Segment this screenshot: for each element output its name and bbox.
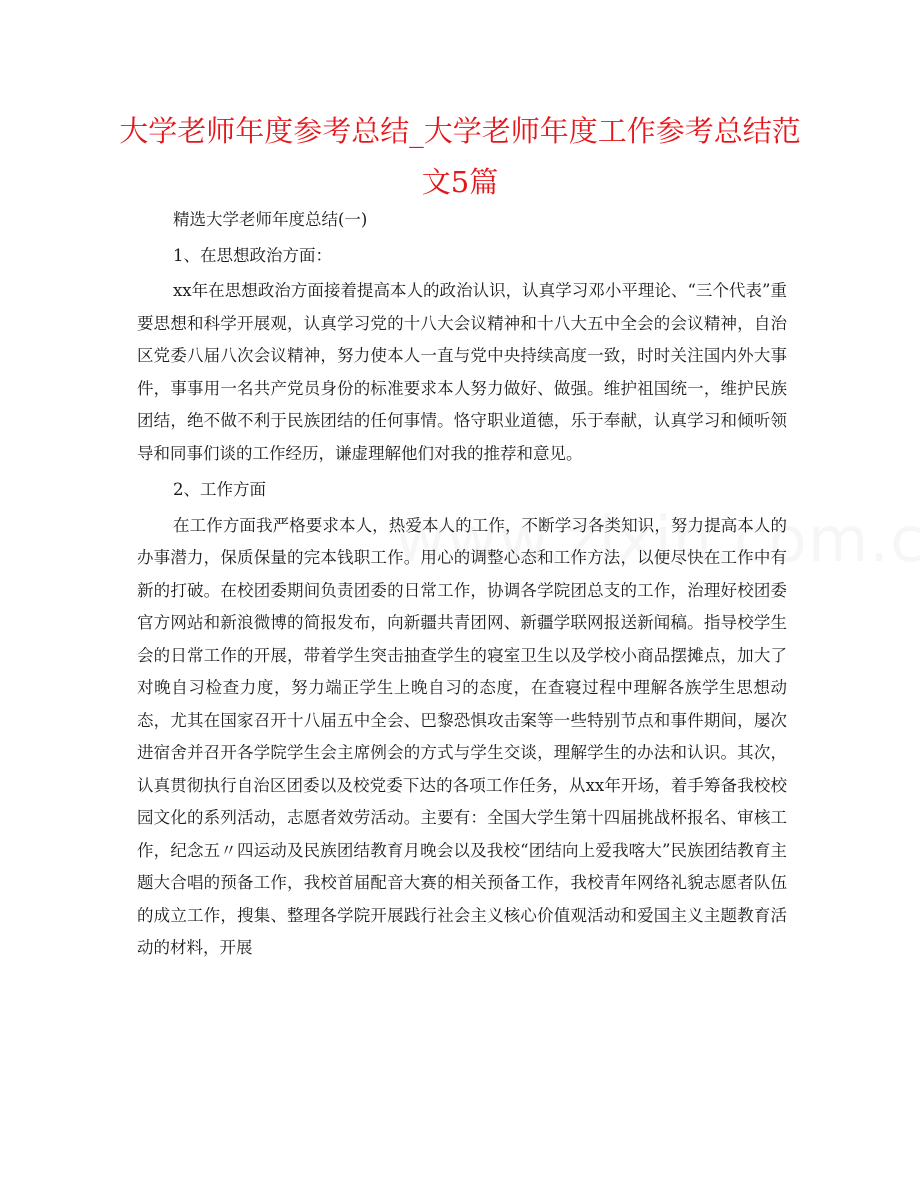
paragraph-work: 在工作方面我严格要求本人，热爱本人的工作，不断学习各类知识，努力提高本人的办事潜力，保质保量的完本钱职工作。用心的调整心态和工作方法，以便尽快在工作中有新的打破。在校团委期间负责团委的日常工作，协调各学院团总支的工作，治理好校团委官方网站和新浪微博的简报发布，向新疆共青团网、新疆学联网报送新闻稿。指导校学生会的日常工作的开展，带着学生突击抽查学生的寝室卫生以及学校小商品摆摊点，加大了对晚自习检查力度，努力端正学生上晚自习的态度，在查寝过程中理解各族学生思想动态，尤其在国家召开十八届五中全会、巴黎恐惧攻击案等一些特别节点和事件期间，屡次进宿舍并召开各学院学生会主席例会的方式与学生交谈，理解学生的办法和认识。其次，认真贯彻执行自治区团委以及校党委下达的各项工作任务，从xx年开场，着手筹备我校校园文化的系列活动，志愿者效劳活动。主要有：全国大学生第十四届挑战杯报名、审核工作，纪念五〃四运动及民族团结教育月晚会以及我校“团结向上爱我喀大”民族团结教育主题大合唱的预备工作，我校首届配音大赛的相关预备工作，我校青年网络礼貌志愿者队伍的成立工作，搜集、整理各学院开展践行社会主义核心价值观活动和爱国主义主题教育活动的材料，开展 bbox=[137, 515, 787, 957]
heading-political: 1、在思想政治方面： bbox=[173, 245, 332, 265]
paragraph-political: xx年在思想政治方面接着提高本人的政治认识，认真学习邓小平理论、“三个代表”重要思想和科学开展观，认真学习党的十八大会议精神和十八大五中全会的会议精神，自治区党委八届八次会议精神，努力使本人一直与党中央持续高度一致，时时关注国内外大事件，事事用一名共产党员身份的标准要求本人努力做好、做强。维护祖国统一，维护民族团结，绝不做不利于民族团结的任何事情。恪守职业道德，乐于奉献，认真学习和倾听领导和同事们谈的工作经历，谦虚理解他们对我的推荐和意见。 bbox=[137, 281, 787, 463]
document-title: 大学老师年度参考总结_大学老师年度工作参考总结范文5篇 bbox=[119, 114, 801, 199]
document-body bbox=[137, 204, 787, 969]
heading-work: 2、工作方面 bbox=[173, 480, 266, 499]
section-title: 精选大学老师年度总结(一) bbox=[173, 210, 368, 229]
